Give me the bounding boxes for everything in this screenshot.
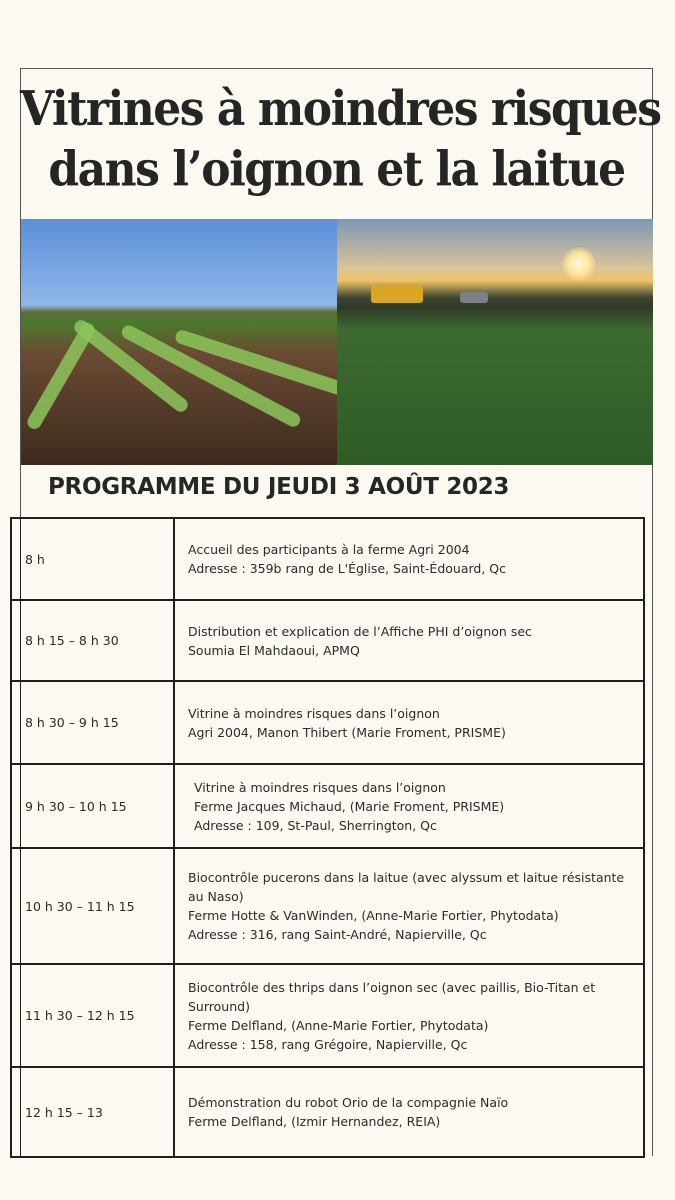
onion-field-photo <box>337 219 653 465</box>
address-line: Adresse : 359b rang de L'Église, Saint-Édouard, Qc <box>188 561 506 576</box>
description-cell <box>174 681 644 764</box>
description-cell <box>174 1067 644 1157</box>
description-line: Distribution et explication de l’Affiche PHI d’oignon sec <box>188 623 532 639</box>
table-row <box>12 600 644 681</box>
photo-collage <box>21 219 653 465</box>
description-line: Vitrine à moindres risques dans l’oignon <box>194 779 446 795</box>
presenter-line: Agri 2004, Manon Thibert (Marie Froment, PRISME) <box>188 724 506 740</box>
table-row <box>12 848 644 964</box>
lettuce-field-photo <box>21 219 337 465</box>
presenter-line: Ferme Delfland, (Izmir Hernandez, REIA) <box>188 1114 441 1129</box>
presenter-line: Ferme Delfland, (Anne-Marie Fortier, Phytodata) <box>188 1017 489 1033</box>
time-cell: 12 h 15 – 13 <box>12 1067 174 1157</box>
title-line-2: dans l’oignon et la laitue <box>48 142 625 198</box>
description-line: Accueil des participants à la ferme Agri 2004 <box>188 542 470 557</box>
table-row <box>12 1067 644 1157</box>
address-line: Adresse : 316, rang Saint-André, Napierville, Qc <box>188 927 487 942</box>
description-cell <box>174 964 644 1067</box>
time-cell: 9 h 30 – 10 h 15 <box>12 764 174 848</box>
time-cell: 8 h 30 – 9 h 15 <box>12 681 174 764</box>
presenter-line: Ferme Hotte & VanWinden, (Anne-Marie Fortier, Phytodata) <box>188 908 559 923</box>
time-cell: 11 h 30 – 12 h 15 <box>12 964 174 1067</box>
table-row <box>12 964 644 1067</box>
presenter-line: Soumia El Mahdaoui, APMQ <box>188 642 360 658</box>
description-cell <box>174 600 644 681</box>
description-line: Biocontrôle pucerons dans la laitue (avec alyssum et laitue résistante au Naso) <box>188 870 625 904</box>
description-line: Vitrine à moindres risques dans l’oignon <box>188 705 440 721</box>
description-cell <box>174 764 644 848</box>
poster-title <box>20 80 661 201</box>
address-line: Adresse : 158, rang Grégoire, Napierville, Qc <box>188 1036 468 1052</box>
presenter-line: Ferme Jacques Michaud, (Marie Froment, PRISME) <box>194 798 505 814</box>
time-cell: 10 h 30 – 11 h 15 <box>12 848 174 964</box>
title-line-1: Vitrines à moindres risques <box>20 81 661 137</box>
time-cell: 8 h 15 – 8 h 30 <box>12 600 174 681</box>
address-line: Adresse : 109, St-Paul, Sherrington, Qc <box>194 817 437 833</box>
table-row <box>12 681 644 764</box>
time-cell: 8 h <box>12 518 174 600</box>
description-cell <box>174 848 644 964</box>
table-row <box>12 764 644 848</box>
program-heading: PROGRAMME DU JEUDI 3 AOÛT 2023 <box>48 474 510 500</box>
description-line: Démonstration du robot Orio de la compagnie Naïo <box>188 1095 509 1110</box>
table-row <box>12 518 644 600</box>
description-line: Biocontrôle des thrips dans l’oignon sec (avec paillis, Bio-Titan et Surround) <box>188 979 596 1014</box>
schedule-table <box>12 517 645 1158</box>
description-cell <box>174 518 644 600</box>
